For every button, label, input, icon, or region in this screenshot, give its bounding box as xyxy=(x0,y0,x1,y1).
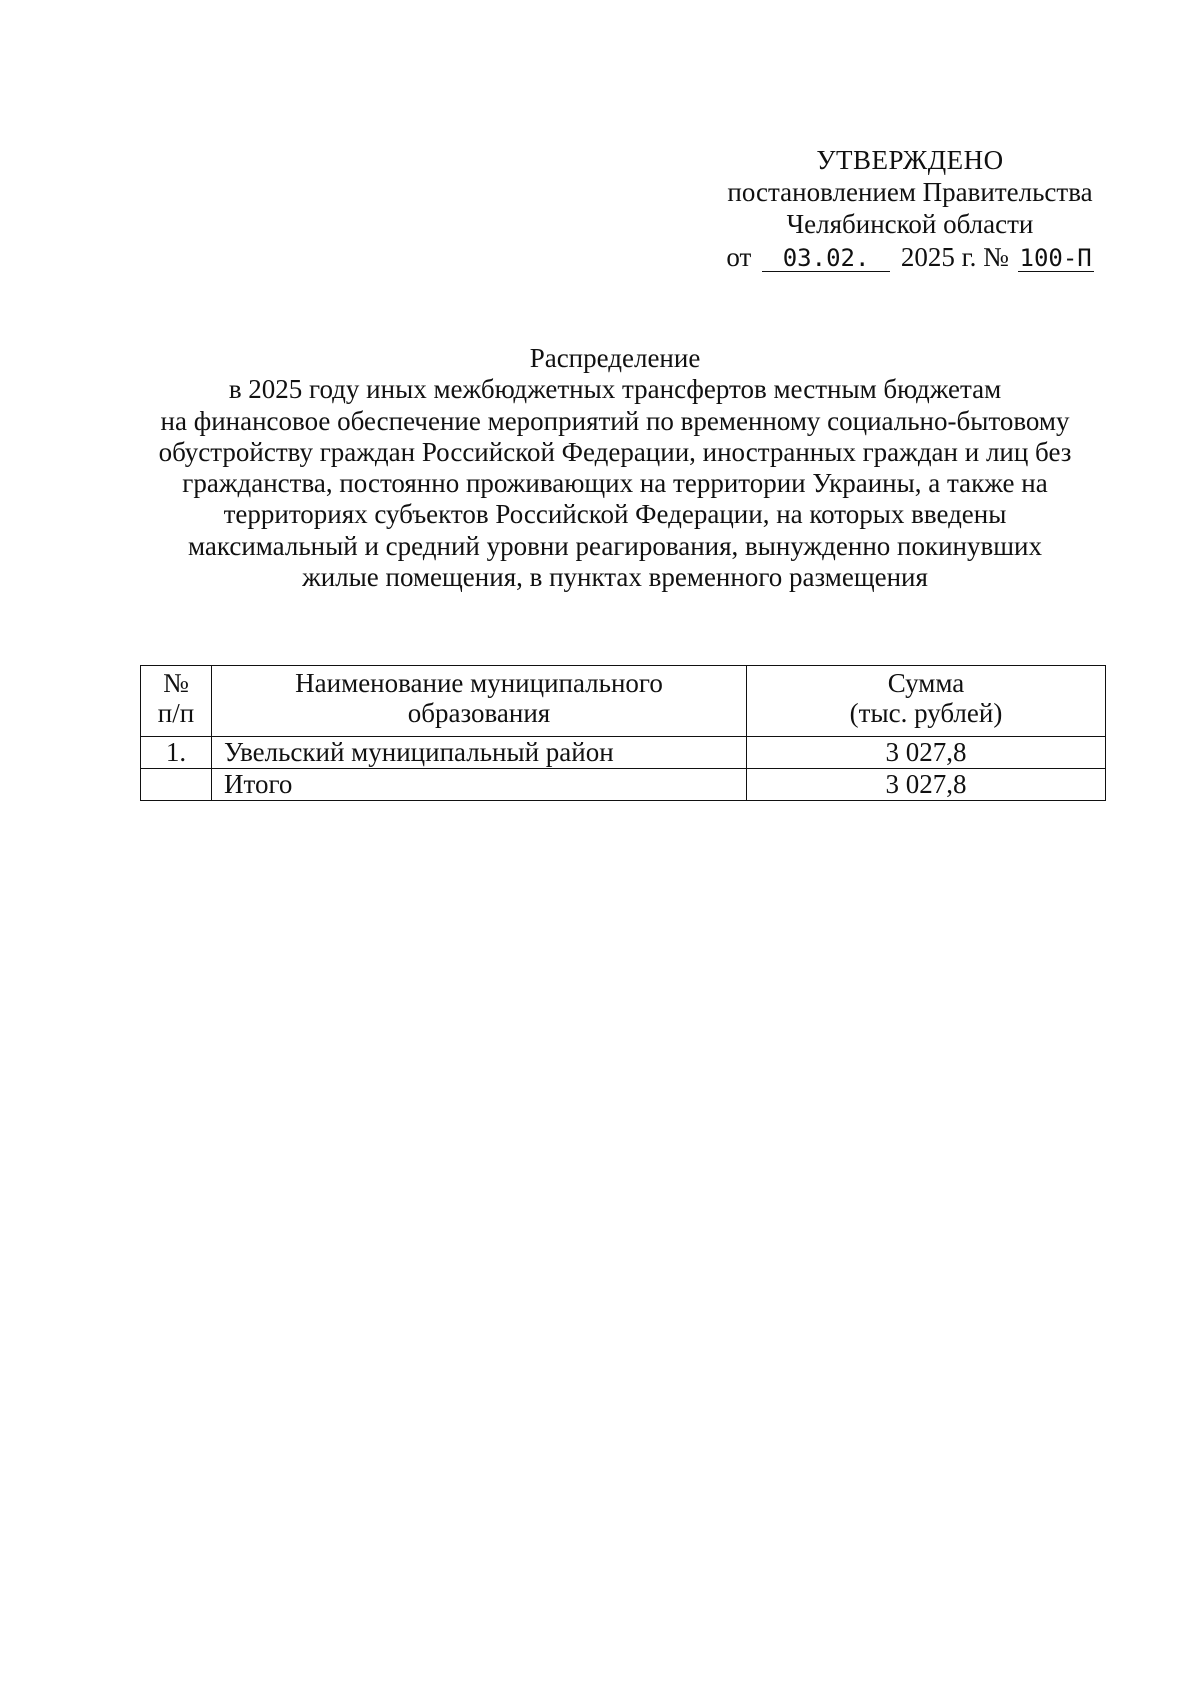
header-sum-line-2: (тыс. рублей) xyxy=(849,698,1003,728)
row-sum: 3 027,8 xyxy=(747,737,1106,769)
row-name: Увельский муниципальный район xyxy=(212,737,747,769)
title-line: гражданства, постоянно проживающих на территории Украины, а также на xyxy=(182,468,1048,499)
header-number-line-1: № xyxy=(163,668,189,698)
approval-block xyxy=(700,144,1120,273)
title-line: на финансовое обеспечение мероприятий по временному социально-бытовому xyxy=(160,405,1070,436)
header-name-line-1: Наименование муниципального xyxy=(295,668,663,698)
header-number-line-2: п/п xyxy=(157,698,195,728)
title-line: территориях субъектов Российской Федерации, на которых введены xyxy=(223,499,1007,530)
total-sum: 3 027,8 xyxy=(747,769,1106,801)
total-label: Итого xyxy=(212,769,747,801)
header-sum xyxy=(747,666,1106,737)
header-name xyxy=(212,666,747,737)
row-number: 1. xyxy=(141,737,212,769)
approval-heading: УТВЕРЖДЕНО xyxy=(816,145,1004,175)
title-line: в 2025 году иных межбюджетных трансфертов местным бюджетам xyxy=(228,374,1002,405)
date-value: 03.02. xyxy=(762,245,890,272)
distribution-table xyxy=(140,665,1106,801)
header-sum-line-1: Сумма xyxy=(887,668,965,698)
approval-line-2: Челябинской области xyxy=(786,209,1034,239)
document-title xyxy=(120,343,1110,593)
header-number xyxy=(141,666,212,737)
approval-date-line xyxy=(700,241,1120,273)
date-prefix: от xyxy=(726,242,752,272)
resolution-number: 100-П xyxy=(1019,244,1092,272)
title-line: обустройству граждан Российской Федерации, иностранных граждан и лиц без xyxy=(158,436,1072,467)
table-total-row xyxy=(141,769,1106,801)
total-number xyxy=(141,769,212,801)
table-header-row xyxy=(141,666,1106,737)
table-row xyxy=(141,737,1106,769)
title-line: максимальный и средний уровни реагирования, вынужденно покинувших xyxy=(188,530,1042,561)
header-name-line-2: образования xyxy=(407,698,551,728)
title-line: жилые помещения, в пунктах временного размещения xyxy=(302,562,928,593)
title-line: Распределение xyxy=(529,343,701,373)
approval-line-1: постановлением Правительства xyxy=(727,177,1093,207)
year-text: 2025 г. № xyxy=(900,242,1009,272)
